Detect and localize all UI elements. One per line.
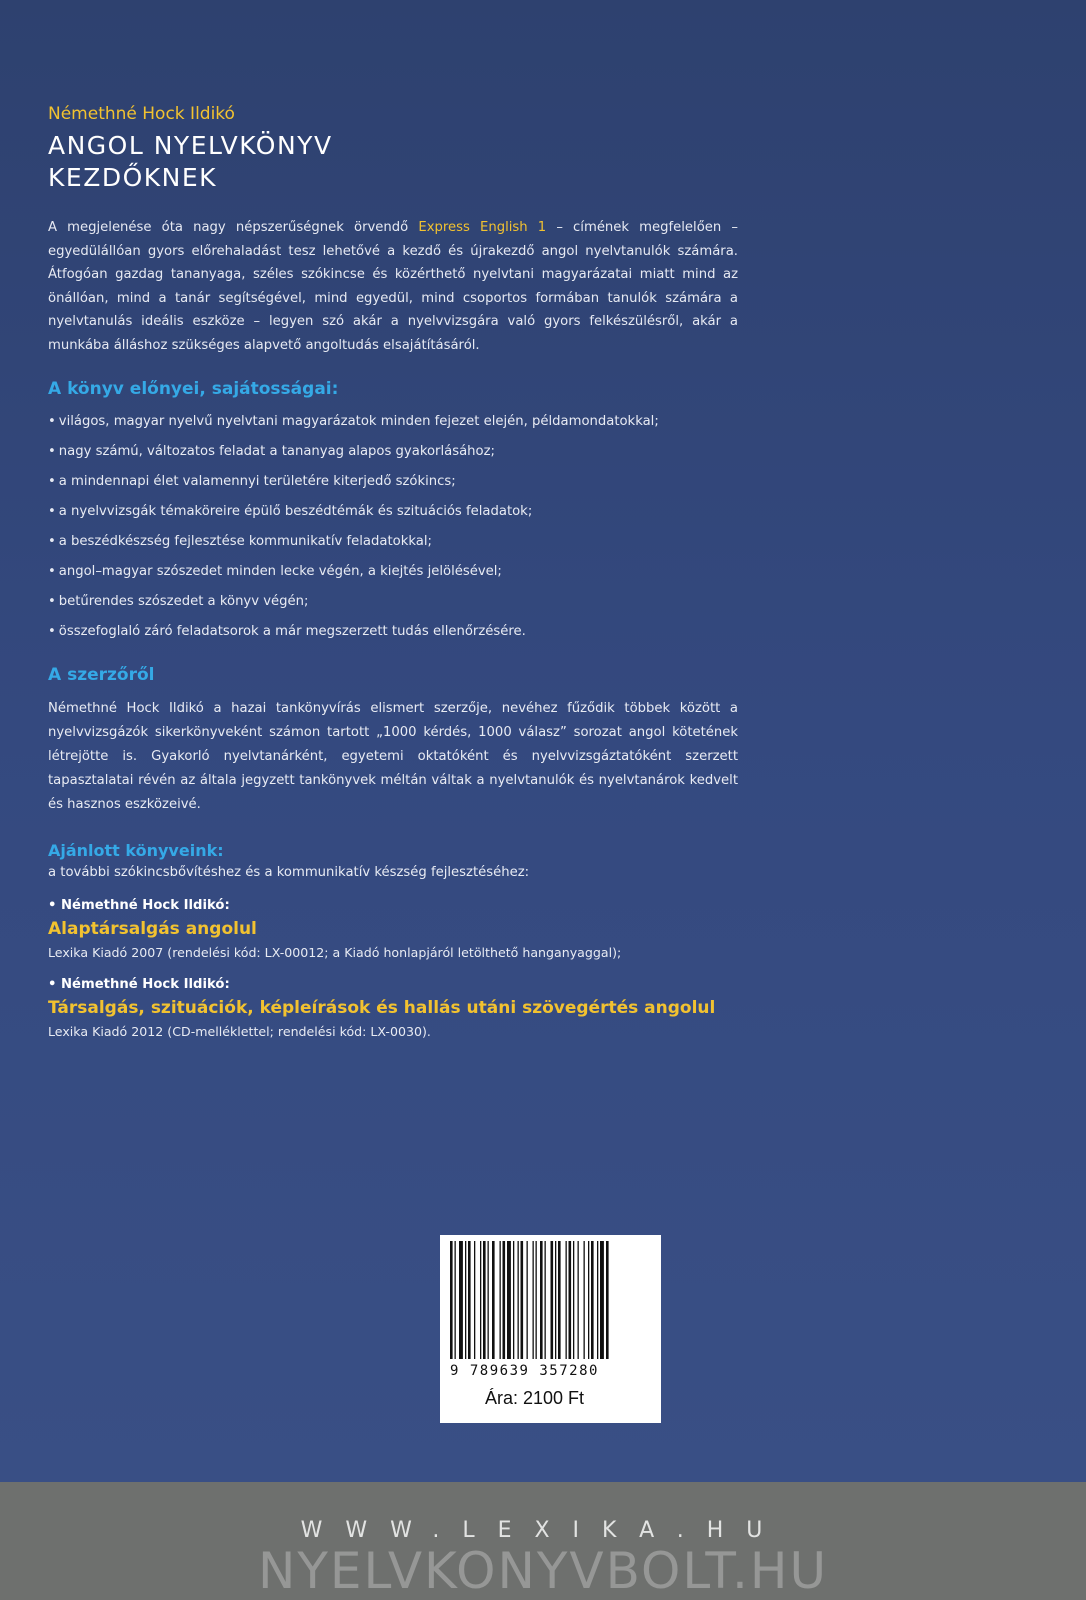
barcode-bar	[492, 1241, 495, 1359]
about-author-heading: A szerzőről	[48, 665, 155, 685]
barcode-bar	[468, 1241, 471, 1359]
barcode-bar	[536, 1241, 537, 1359]
isbn-number: 9 789639 357280	[450, 1363, 599, 1379]
feature-text: angol–magyar szószedet minden lecke végén, a kiejtés jelölésével;	[58, 564, 502, 579]
author-name: Némethné Hock Ildikó	[48, 104, 235, 124]
intro-paragraph	[48, 216, 738, 357]
book-title	[48, 130, 738, 194]
bullet-icon: •	[48, 474, 56, 489]
recommended-subtitle: a további szókincsbővítéshez és a kommunikatív készség fejlesztéséhez:	[48, 865, 530, 880]
barcode-bar	[558, 1241, 561, 1359]
book-title-line1: ANGOL NYELVKÖNYV	[48, 131, 333, 160]
barcode-bar	[569, 1241, 572, 1359]
barcode-bar	[606, 1241, 609, 1359]
features-heading: A könyv előnyei, sajátosságai:	[48, 379, 339, 399]
price-label: Ára: 2100 Ft	[485, 1388, 585, 1408]
barcode-bar	[591, 1241, 594, 1359]
barcode-icon	[448, 1241, 653, 1361]
barcode-bar	[578, 1241, 579, 1359]
barcode-bar	[540, 1241, 543, 1359]
recommended-book-title: Alaptársalgás angolul	[48, 919, 257, 939]
barcode-bar	[474, 1241, 475, 1359]
recommended-book-details: Lexika Kiadó 2012 (CD-melléklettel; rendelési kód: LX-0030).	[48, 1024, 431, 1039]
feature-item	[48, 411, 738, 433]
feature-text: a beszédkészség fejlesztése kommunikatív feladatokkal;	[58, 534, 432, 549]
barcode-bar	[551, 1241, 554, 1359]
barcode-bar	[500, 1241, 501, 1359]
intro-text-end: – címének megfelelően – egyedülállóan gyors előrehaladást tesz lehetővé a kezdő és újrakezdő angol nyelvtanulók számára. Átfogóan gazdag tananyaga, széles szókincse és közérthető nyelvtani magyarázatai miatt mind az önállóan, mind a tanár segítségével, mind egyedül, mind csoportos formában tanulók számára a nyelvtanulás ideális eszköze – legyen szó akár a nyelvvizsgára való gyors felkészülésről, akár a munkába álláshoz szükséges alapvető angoltudás elsajátításáról.	[48, 220, 738, 353]
barcode-bar	[566, 1241, 567, 1359]
feature-item	[48, 621, 738, 643]
barcode-bar	[503, 1241, 506, 1359]
bullet-icon: •	[48, 534, 56, 549]
intro-text-start: A megjelenése óta nagy népszerűségnek örvendő	[48, 220, 419, 235]
recommended-book-title: Társalgás, szituációk, képleírások és hallás utáni szövegértés angolul	[48, 998, 716, 1018]
barcode-bar	[483, 1241, 486, 1359]
recommended-heading: Ajánlott könyveink:	[48, 841, 224, 860]
barcode-bar	[533, 1241, 534, 1359]
recommended-author: • Némethné Hock Ildikó:	[48, 977, 230, 992]
feature-item	[48, 471, 738, 493]
barcode-bar	[527, 1241, 528, 1359]
feature-item	[48, 441, 738, 463]
feature-item	[48, 561, 738, 583]
feature-text: a mindennapi élet valamennyi területére kiterjedő szókincs;	[58, 474, 456, 489]
barcode-bar	[455, 1241, 456, 1359]
features-list	[48, 411, 738, 643]
bullet-icon: •	[48, 594, 56, 609]
barcode-bar	[450, 1241, 453, 1359]
bullet-icon: •	[48, 444, 56, 459]
intro-highlight: Express English 1	[418, 220, 547, 235]
recommended-author: • Némethné Hock Ildikó:	[48, 898, 230, 913]
barcode-bar	[507, 1241, 511, 1359]
feature-text: összefoglaló záró feladatsorok a már megszerzett tudás ellenőrzésére.	[58, 624, 526, 639]
barcode-bar	[518, 1241, 519, 1359]
barcode-bar	[465, 1241, 466, 1359]
barcode-bar	[480, 1241, 481, 1359]
barcode-bar	[588, 1241, 589, 1359]
feature-item	[48, 501, 738, 523]
recommended-book-details: Lexika Kiadó 2007 (rendelési kód: LX-00012; a Kiadó honlapjáról letölthető hanganyaggal);	[48, 945, 622, 960]
cover-content	[48, 104, 738, 1056]
barcode-bar	[597, 1241, 598, 1359]
barcode-bar	[573, 1241, 574, 1359]
feature-text: nagy számú, változatos feladat a tananyag alapos gyakorlásához;	[58, 444, 495, 459]
feature-text: a nyelvvizsgák témaköreire épülő beszédtémák és szituációs feladatok;	[58, 504, 533, 519]
feature-item	[48, 591, 738, 613]
publisher-website: WWW.LEXIKA.HU	[300, 1518, 786, 1543]
barcode-bar	[513, 1241, 514, 1359]
barcode-bar	[584, 1241, 585, 1359]
barcode-bar	[459, 1241, 463, 1359]
feature-text: betűrendes szószedet a könyv végén;	[58, 594, 309, 609]
barcode-bar	[600, 1241, 604, 1359]
book-title-line2: KEZDŐKNEK	[48, 163, 218, 192]
bullet-icon: •	[48, 414, 56, 429]
bullet-icon: •	[48, 624, 56, 639]
bullet-icon: •	[48, 564, 56, 579]
about-author-text: Némethné Hock Ildikó a hazai tankönyvírás elismert szerzője, nevéhez fűződik többek között a nyelvvizsgázók sikerkönyveként számon tartott „1000 kérdés, 1000 válasz” sorozat angol kötetének létrejötte is. Gyakorló nyelvtanárként, egyetemi oktatóként és nyelvvizsgáztatóként szerzett tapasztalatai révén az általa jegyzett tankönyvek méltán váltak a nyelvtanulók és nyelvtanárok kedvelt és hasznos eszközeivé.	[48, 701, 738, 812]
barcode-bar	[488, 1241, 489, 1359]
feature-item	[48, 531, 738, 553]
bullet-icon: •	[48, 504, 56, 519]
barcode-bar	[545, 1241, 546, 1359]
feature-text: világos, magyar nyelvű nyelvtani magyarázatok minden fejezet elején, példamondatokkal;	[58, 414, 659, 429]
barcode-bar	[555, 1241, 556, 1359]
barcode-bar	[521, 1241, 524, 1359]
barcode-label	[440, 1235, 661, 1423]
watermark: NYELVKONYVBOLT.HU	[257, 1542, 829, 1600]
